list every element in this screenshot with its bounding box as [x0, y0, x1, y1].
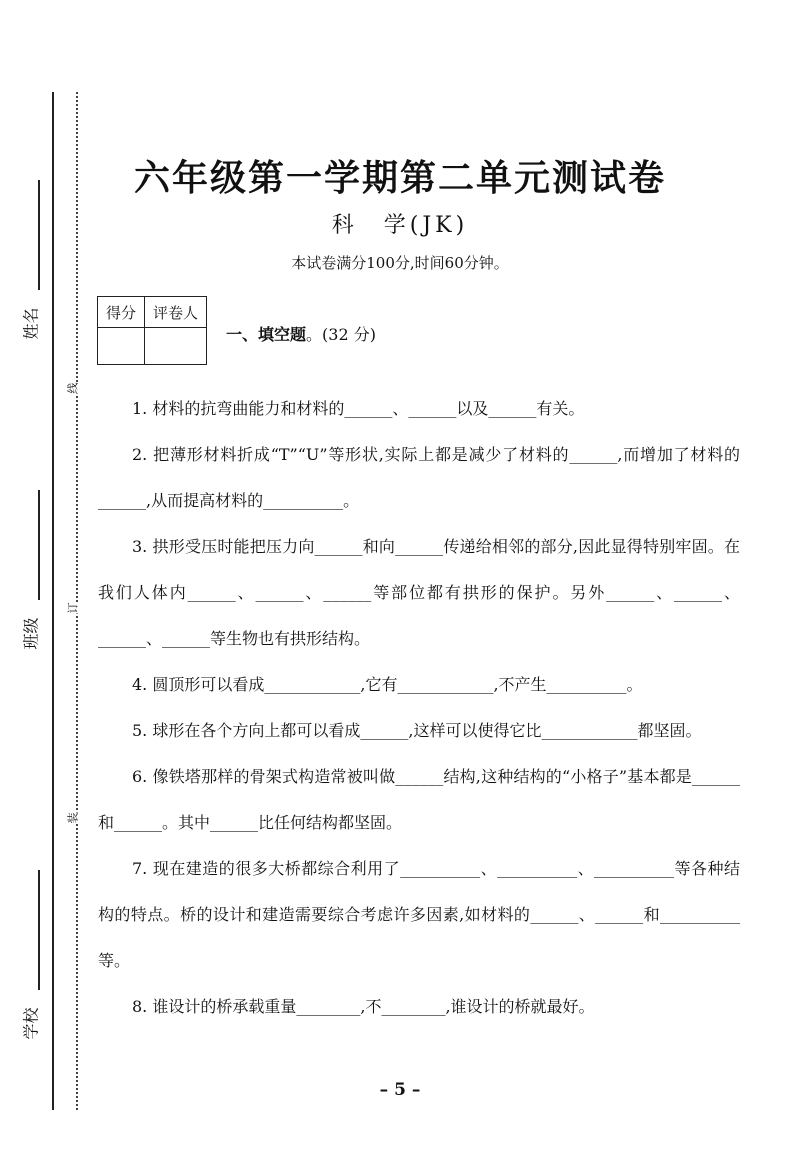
question-list — [98, 386, 740, 1030]
page-title: 六年级第一学期第二单元测试卷 — [133, 157, 666, 199]
score-cell[interactable] — [98, 328, 145, 365]
question-5: 5. 球形在各个方向上都可以看成______,这样可以使得它比____________都坚固。 — [132, 721, 702, 740]
subject-title: 科 学(JK) — [331, 213, 469, 238]
section-title: 一、填空题 — [226, 325, 307, 344]
question-3: 3. 拱形受压时能把压力向______和向______传递给相邻的部分,因此显得特别牢固。在我们人体内______、______、______等部位都有拱形的保护。另外______、______、______、______等生物也有拱形结构。 — [98, 537, 740, 648]
school-write-line[interactable] — [38, 870, 40, 990]
class-label: 班级 — [21, 617, 41, 650]
score-table — [97, 296, 207, 365]
question-7: 7. 现在建造的很多大桥都综合利用了__________、__________、__________等各种结构的特点。桥的设计和建造需要综合考虑许多因素,如材料的______、______和__________等。 — [98, 859, 740, 970]
binding-line-solid — [52, 92, 54, 1110]
score-header: 得分 — [98, 297, 145, 328]
section-heading — [226, 322, 376, 345]
question-4: 4. 圆顶形可以看成____________,它有____________,不产生__________。 — [132, 675, 643, 694]
cut-char-ding: 订 — [63, 603, 83, 614]
question-8: 8. 谁设计的桥承载重量________,不________,谁设计的桥就最好。 — [132, 997, 595, 1016]
question-1: 1. 材料的抗弯曲能力和材料的______、______以及______有关。 — [132, 399, 585, 418]
grader-header: 评卷人 — [145, 297, 207, 328]
cut-char-xian: 线 — [63, 383, 83, 394]
school-label: 学校 — [21, 1007, 41, 1040]
grader-cell[interactable] — [145, 328, 207, 365]
class-write-line[interactable] — [38, 490, 40, 600]
binding-line-dotted — [76, 92, 78, 1110]
name-label: 姓名 — [21, 307, 41, 340]
cut-char-zhuang: 装 — [63, 813, 83, 824]
question-2: 2. 把薄形材料折成“T”“U”等形状,实际上都是减少了材料的______,而增加了材料的______,从而提高材料的__________。 — [98, 445, 740, 510]
section-points: 。(32 分) — [306, 325, 376, 344]
exam-note: 本试卷满分100分,时间60分钟。 — [291, 254, 509, 272]
page-number: – 5 – — [379, 1080, 421, 1100]
question-6: 6. 像铁塔那样的骨架式构造常被叫做______结构,这种结构的“小格子”基本都是______和______。其中______比任何结构都坚固。 — [98, 767, 740, 832]
